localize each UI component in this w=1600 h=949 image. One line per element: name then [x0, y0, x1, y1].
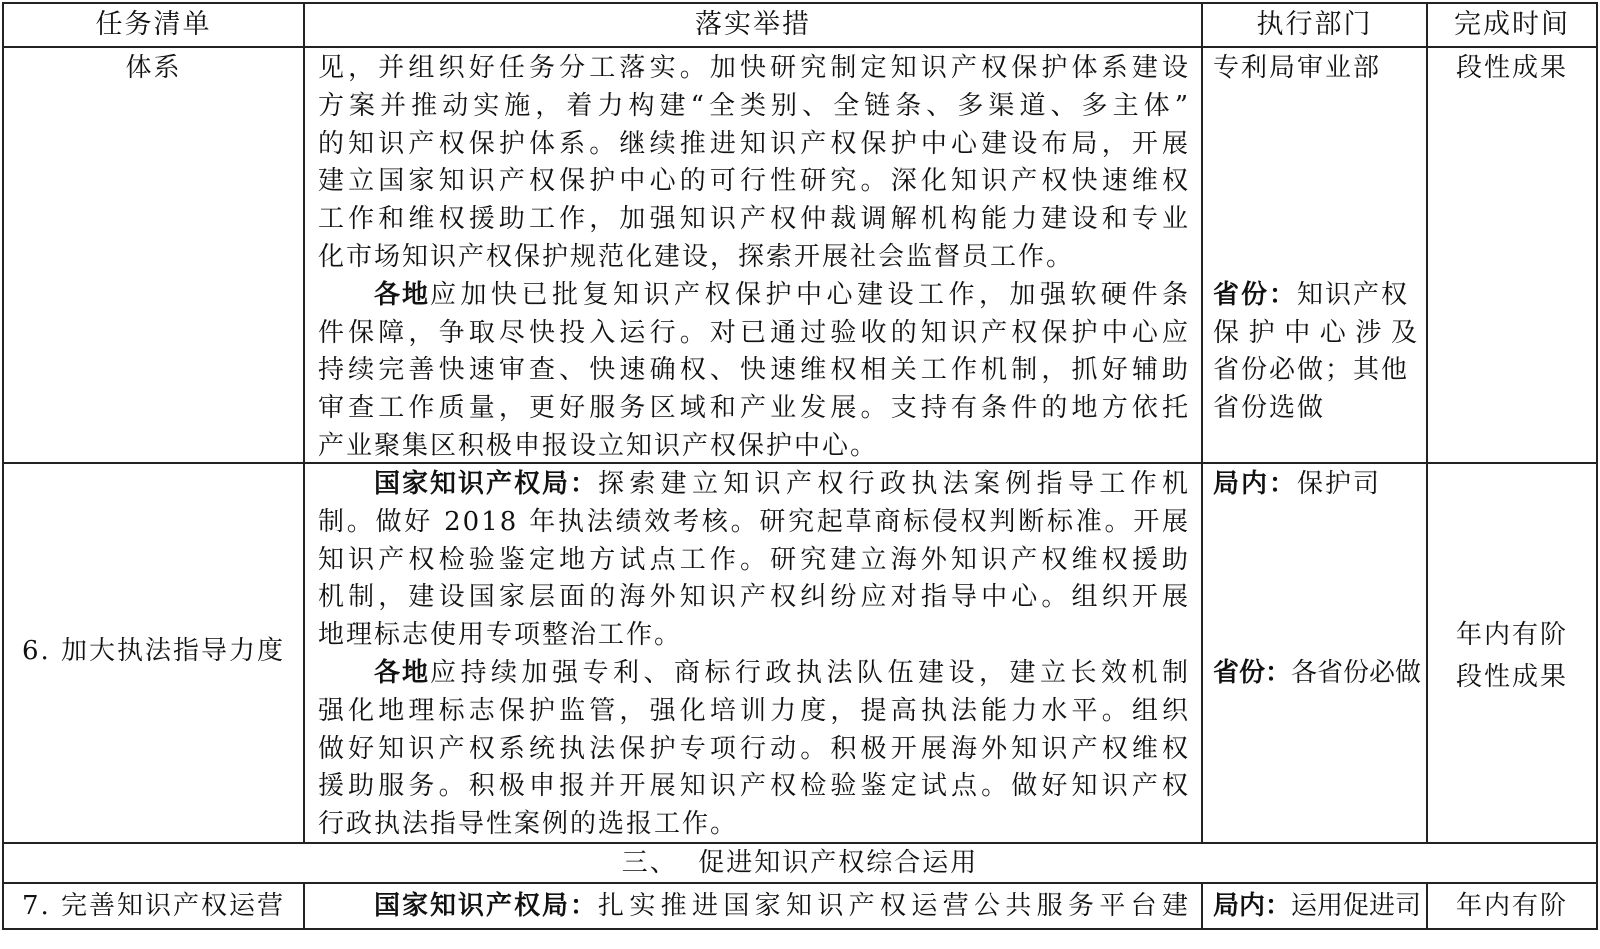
row-a-measures-line: 件保障，争取尽快投入运行。对已通过验收的知识产权保护中心应: [318, 317, 1190, 348]
row-a-completion-time: 段性成果: [1455, 53, 1568, 83]
row-b-measures-line: 援助服务。积极申报并开展知识产权检验鉴定试点。做好知识产权: [318, 771, 1190, 802]
row-c-completion-time: 年内有阶: [1455, 891, 1568, 921]
row-b-measures: [318, 466, 1190, 844]
col-divider-1b: [303, 882, 305, 930]
row-a-measures: [318, 50, 1190, 466]
row-a-dept-line-1: 省份：知识产权: [1213, 279, 1410, 310]
row-a-measures-line: 化市场知识产权保护规范化建设，探索开展社会监督员工作。: [318, 241, 1075, 272]
row-a-measures-line: 审查工作质量，更好服务区域和产业发展。支持有条件的地方依托: [318, 393, 1190, 424]
row-b-measures-para2-first: [318, 655, 1190, 693]
row-b-completion-time: [1428, 614, 1596, 698]
row-a-dept-line: 省份选做: [1213, 393, 1326, 424]
row-b-measures-line: 地理标志使用专项整治工作。: [318, 620, 683, 651]
row-c-department: [1213, 886, 1423, 926]
row-b-department: [1213, 466, 1423, 693]
row-a-dept-top: 专利局审业部: [1213, 53, 1382, 83]
row-b-dept-2-lead: 省份：: [1213, 657, 1292, 688]
header-bottom-border: [2, 46, 1598, 48]
row-b-measures-line: 探索建立知识产权行政执法案例指导工作机: [598, 469, 1190, 499]
row-b-measures-lead: 国家知识产权局：: [374, 469, 599, 499]
header-measures: 落实举措: [695, 9, 811, 40]
row-b-measures-para1-first: [318, 466, 1190, 504]
row-c-dept-lead: 局内：: [1213, 891, 1292, 921]
row-b-time-line: 年内有阶: [1455, 620, 1568, 650]
header-department: 执行部门: [1256, 9, 1373, 40]
row-b-measures-line: 知识产权检验鉴定地方试点工作。研究建立海外知识产权维权援助: [318, 544, 1190, 575]
row-b-time-line: 段性成果: [1455, 662, 1568, 692]
row-b-measures-line: 做好知识产权系统执法保护专项行动。积极开展海外知识产权维权: [318, 733, 1190, 764]
row-a-measures-line: 的知识产权保护体系。继续推进知识产权保护中心建设布局，开展: [318, 128, 1190, 159]
col-divider-1: [303, 2, 305, 844]
row-b-measures-line: 强化地理标志保护监管，强化培训力度，提高执法能力水平。组织: [318, 695, 1190, 726]
row-a-dept-line: 保护中心涉及: [1213, 317, 1419, 348]
row-b-dept-2: 省份：各省份必做: [1213, 657, 1422, 688]
row-b-measures-lead-2: 各地: [374, 657, 431, 688]
table-right-border: [1596, 2, 1598, 930]
row-a-measures-line: 持续完善快速审查、快速确权、快速维权相关工作机制，抓好辅助: [318, 355, 1190, 386]
row-c-dept: 运用促进司: [1291, 891, 1422, 921]
row-b-task: 6. 加大执法指导力度: [21, 636, 286, 666]
row-a-measures-lead: 各地: [374, 279, 431, 310]
row-a-task: 体系: [125, 53, 182, 83]
row-a-dept-line: 省份必做；其他: [1213, 355, 1410, 386]
row-b-measures-line: 制。做好 2018 年执法绩效考核。研究起草商标侵权判断标准。开展: [318, 506, 1190, 537]
table-left-border: [2, 2, 4, 930]
row-a-measures-line: 方案并推动实施，着力构建“全类别、全链条、多渠道、多主体”: [318, 90, 1190, 121]
row-b-dept-1-lead: 局内：: [1213, 469, 1298, 499]
row-c-measures: [318, 886, 1190, 926]
table-top-border: [2, 2, 1598, 4]
row-a-measures-para2-first: [318, 277, 1190, 315]
col-divider-2b: [1201, 882, 1203, 930]
row-a-department: [1213, 50, 1419, 428]
row-b-measures-line: 应持续加强专利、商标行政执法队伍建设，建立长效机制: [430, 657, 1190, 688]
header-task-list: 任务清单: [95, 9, 212, 40]
row-a-measures-line: 产业聚集区积极申报设立知识产权保护中心。: [318, 430, 879, 461]
row-a-measures-line: 建立国家知识产权保护中心的可行性研究。深化知识产权快速维权: [318, 166, 1190, 197]
row-b-measures-line: 行政执法指导性案例的选报工作。: [318, 809, 739, 840]
row-c-measures-line: 扎实推进国家知识产权运营公共服务平台建: [598, 891, 1190, 921]
table-bottom-border: [2, 928, 1598, 930]
row-b-measures-line: 机制，建设国家层面的海外知识产权纠纷应对指导中心。组织开展: [318, 582, 1190, 613]
col-divider-3: [1426, 2, 1428, 844]
row-c-measures-lead: 国家知识产权局：: [374, 891, 599, 921]
row-c-measures-first: [318, 886, 1190, 926]
row-a-measures-line: 工作和维权援助工作，加强知识产权仲裁调解机构能力建设和专业: [318, 204, 1190, 235]
section-title: 三、 促进知识产权综合运用: [621, 848, 979, 878]
row-a-measures-line: 应加快已批复知识产权保护中心建设工作，加强软硬件条: [430, 279, 1190, 310]
row-c-task: 7. 完善知识产权运营: [21, 891, 286, 921]
row-a-measures-line: 见，并组织好任务分工落实。加快研究制定知识产权保护体系建设: [318, 53, 1190, 83]
header-completion-time: 完成时间: [1454, 9, 1570, 40]
row-b-dept-1: 局内：保护司: [1213, 469, 1382, 499]
section-bottom-border: [2, 882, 1598, 884]
row-a-dept-lead: 省份：: [1213, 279, 1298, 310]
col-divider-2: [1201, 2, 1203, 844]
